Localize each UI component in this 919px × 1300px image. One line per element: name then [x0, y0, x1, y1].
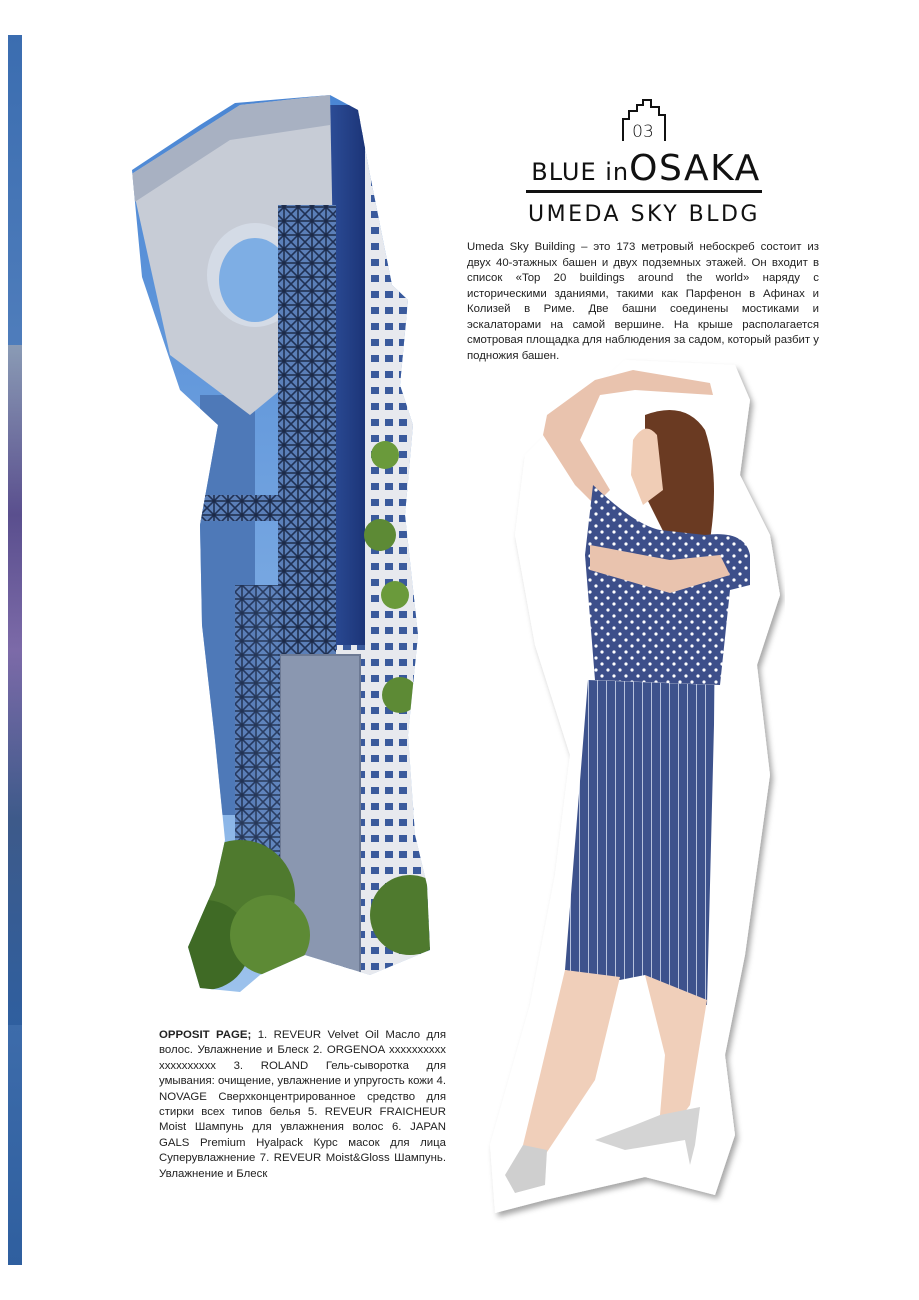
article-text: Umeda Sky Building – это 173 метровый небоскреб состоит из двух 40-этажных башен и двух подземных этажей. Он входит в список «Top 20 buildings around the world» наряду с историческими зданиями, такими как Парфенон в Афинах и Колизей в Риме. Две башни соединены мостиками и эскалаторами на самой вершине. На крыше располагается смотровая площадка для наблюдения за садом, который разбит у подножия башен. [467, 241, 819, 362]
title-divider [526, 190, 762, 193]
issue-number: 03 [632, 122, 654, 142]
title-part-2: OSAKA [629, 148, 761, 189]
product-caption [159, 1028, 446, 1182]
page-title [526, 148, 766, 189]
tower-photo-content [130, 95, 435, 995]
caption-label: OPPOSIT PAGE; [159, 1029, 252, 1041]
tower-photo [130, 95, 435, 995]
page-spine-photo [8, 345, 22, 1025]
title-part-1: BLUE in [531, 158, 630, 186]
caption-text: 1. REVEUR Velvet Oil Масло для волос. Увлажнение и Блеск 2. ORGENOA xxxxxxxxxx xxxxxxxxxx 3. ROLAND Гель-сыворотка для умывания: очищение, увлажнение и упругость кожи 4. NOVAGE Сверхконцентрированное средство для стирки всех типов белья 5. REVEUR FRAICHEUR Moist Шампунь для увлажнения волос 6. JAPAN GALS Premium Hyalpack Курс масок для лица Суперувлажнение 7. REVEUR Moist&Gloss Шампунь. Увлажнение и Блеск [159, 1029, 446, 1180]
page-subtitle: UMEDA SKY BLDG [528, 202, 760, 227]
model-photo [485, 355, 785, 1225]
